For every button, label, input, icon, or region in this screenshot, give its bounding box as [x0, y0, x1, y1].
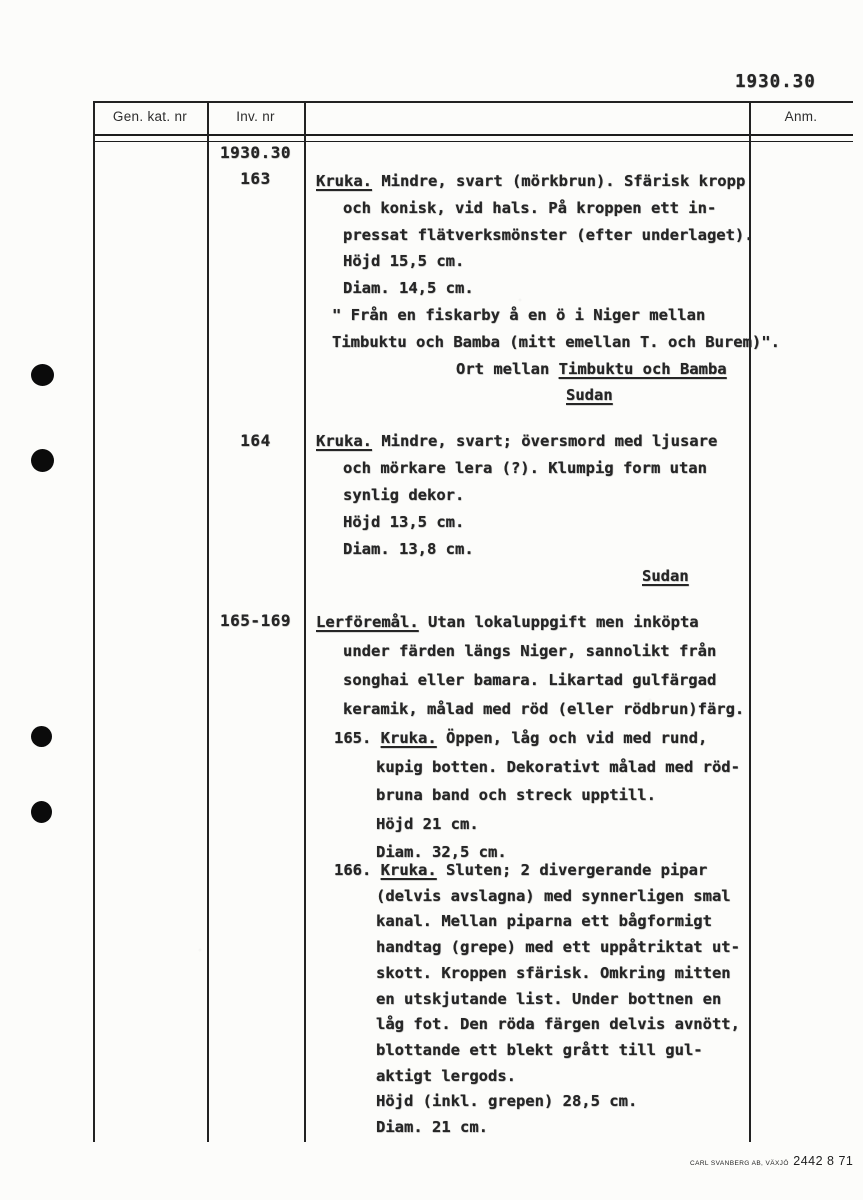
- text-line: [376, 909, 806, 935]
- page-number: 1930.30: [735, 72, 816, 92]
- text-line: [376, 1089, 806, 1115]
- text-line: [376, 987, 806, 1013]
- text-line: [456, 356, 806, 383]
- underlined-text: Timbuktu och Bamba: [558, 359, 727, 378]
- printer-imprint-name: CARL SVANBERG AB, VÄXJÖ: [690, 1160, 789, 1167]
- text-segment: och konisk, vid hals. På kroppen ett in-: [343, 198, 717, 217]
- text-segment: Diam. 13,8 cm.: [343, 540, 474, 558]
- underlined-text: Kruka.: [380, 861, 437, 879]
- text-line: [343, 195, 806, 222]
- text-line: [332, 302, 806, 329]
- inventory-number: 165-169: [220, 611, 291, 630]
- punch-hole: [31, 801, 52, 823]
- text-segment: kanal. Mellan piparna ett bågformigt: [376, 912, 712, 931]
- text-line: [343, 509, 806, 536]
- text-segment: " Från en fiskarby å en ö i Niger mellan: [332, 305, 706, 324]
- text-line: [343, 695, 806, 724]
- catalog-subentry-166: [306, 858, 806, 1141]
- text-segment: Öppen, låg och vid med rund,: [436, 729, 708, 747]
- inventory-number: 164: [240, 431, 271, 450]
- catalog-entry-165-169-intro: [306, 608, 806, 724]
- text-line: [376, 961, 806, 987]
- text-line: [376, 884, 806, 910]
- text-segment: kupig botten. Dekorativt målad med röd-: [376, 757, 740, 776]
- text-segment: en utskjutande list. Under bottnen en: [376, 989, 722, 1008]
- catalog-subentry-165: [306, 724, 806, 867]
- text-segment: skott. Kroppen sfärisk. Omkring mitten: [376, 963, 731, 982]
- underlined-text: Sudan: [642, 567, 689, 585]
- text-line: [642, 563, 806, 590]
- text-line: [376, 935, 806, 961]
- text-segment: (delvis avslagna) med synnerligen smal: [376, 886, 731, 905]
- text-line: [343, 455, 806, 482]
- text-line: [316, 428, 806, 455]
- text-segment: Mindre, svart (mörkbrun). Sfärisk kropp: [372, 172, 746, 190]
- text-line: [343, 482, 806, 509]
- text-segment: synlig dekor.: [343, 486, 465, 504]
- text-segment: Mindre, svart; översmord med ljusare: [372, 432, 718, 450]
- text-line: [376, 781, 806, 810]
- text-line: [376, 1038, 806, 1064]
- table-left-border: [93, 101, 95, 1142]
- text-line: [566, 382, 806, 409]
- text-segment: blottande ett blekt grått till gul-: [376, 1040, 703, 1059]
- text-segment: aktigt lergods.: [376, 1066, 516, 1085]
- inventory-number-cell: [207, 608, 304, 634]
- text-segment: under färden längs Niger, sannolikt från: [343, 642, 717, 660]
- text-line: [343, 275, 806, 302]
- text-segment: 166.: [334, 861, 381, 879]
- text-segment: Diam. 14,5 cm.: [343, 279, 474, 298]
- column-header-gen-kat-nr: Gen. kat. nr: [112, 109, 188, 124]
- punch-hole: [31, 364, 54, 386]
- text-segment: songhai eller bamara. Likartad gulfärgad: [343, 671, 717, 689]
- text-segment: Timbuktu och Bamba (mitt emellan T. och Burem)".: [332, 332, 780, 351]
- catalog-entry-164: [306, 428, 806, 590]
- text-segment: Sluten; 2 divergerande pipar: [436, 861, 708, 879]
- text-segment: låg fot. Den röda färgen delvis avnött,: [376, 1015, 740, 1034]
- column-header-anm: Anm.: [784, 109, 818, 124]
- text-segment: Diam. 32,5 cm.: [376, 843, 507, 861]
- text-line: [343, 637, 806, 666]
- text-line: [343, 666, 806, 695]
- underlined-text: Kruka.: [380, 729, 437, 747]
- text-line: [376, 1012, 806, 1038]
- text-line: [343, 248, 806, 275]
- underlined-text: Kruka.: [316, 432, 372, 450]
- text-segment: Diam. 21 cm.: [376, 1118, 488, 1137]
- text-segment: 165.: [334, 729, 381, 747]
- text-segment: Höjd 21 cm.: [376, 814, 479, 833]
- text-line: [332, 329, 806, 356]
- text-line: [334, 858, 806, 884]
- printer-imprint: [690, 1152, 854, 1170]
- catalog-entry-163: [306, 168, 806, 409]
- text-segment: och mörkare lera (?). Klumpig form utan: [343, 459, 707, 477]
- text-line: [316, 608, 806, 637]
- inventory-number-cell: [207, 140, 304, 192]
- text-line: [376, 810, 806, 839]
- text-segment: handtag (grepe) med ett uppåtriktat ut-: [376, 938, 740, 957]
- text-line: [343, 222, 806, 249]
- text-line: [376, 1064, 806, 1090]
- underlined-text: Lerföremål.: [316, 613, 419, 631]
- text-segment: keramik, målad med röd (eller rödbrun)färg.: [343, 700, 745, 718]
- text-line: [376, 1115, 806, 1141]
- text-segment: Höjd (inkl. grepen) 28,5 cm.: [376, 1092, 638, 1111]
- text-segment: Ort mellan: [456, 359, 559, 378]
- underlined-text: Sudan: [566, 386, 613, 405]
- punch-hole: [31, 726, 52, 747]
- text-segment: pressat flätverksmönster (efter underlaget).: [343, 225, 754, 244]
- inventory-number-cell: [207, 428, 304, 454]
- text-line: [316, 168, 806, 195]
- text-line: [334, 724, 806, 753]
- text-line: [376, 753, 806, 782]
- text-segment: Höjd 13,5 cm.: [343, 513, 465, 531]
- text-line: [343, 536, 806, 563]
- punch-hole: [31, 449, 54, 472]
- printer-imprint-number: 2442 8 71: [793, 1154, 854, 1168]
- inventory-number: 163: [240, 169, 271, 188]
- column-header-inv-nr: Inv. nr: [236, 109, 275, 124]
- inventory-number: 1930.30: [220, 143, 291, 162]
- underlined-text: Kruka.: [316, 172, 372, 190]
- text-segment: Höjd 15,5 cm.: [343, 252, 465, 271]
- text-segment: Utan lokaluppgift men inköpta: [418, 613, 699, 631]
- text-segment: bruna band och streck upptill.: [376, 786, 656, 804]
